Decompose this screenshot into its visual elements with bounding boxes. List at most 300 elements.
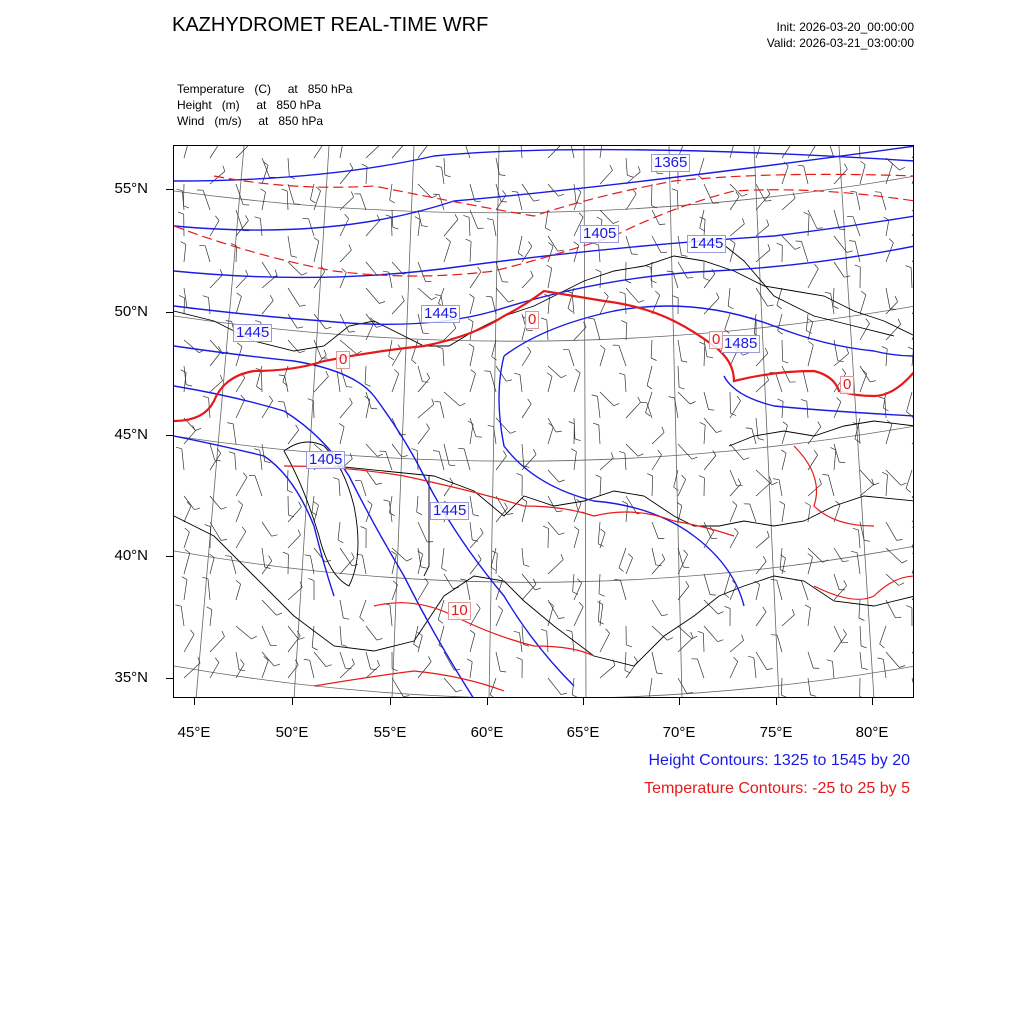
wind-barb [439, 451, 444, 470]
wind-barb-feather [352, 553, 355, 558]
wind-barb [340, 146, 343, 158]
lon-tick [487, 698, 488, 705]
wind-barb-feather [902, 560, 907, 563]
wind-barb [466, 580, 470, 600]
wind-barb [288, 636, 300, 652]
wind-barb [548, 146, 560, 158]
wind-barb-feather [878, 658, 884, 659]
wind-barb-feather [254, 449, 260, 451]
field-wind: Wind (m/s) at 850 hPa [177, 114, 324, 128]
wind-barb-feather [509, 300, 515, 302]
wind-barb-feather [844, 580, 847, 585]
wind-barb [184, 532, 189, 548]
wind-barb-feather [783, 361, 789, 363]
wind-barb-feather [622, 501, 627, 504]
wind-barb [808, 678, 810, 695]
wind-barb [418, 662, 431, 678]
wind-barb [912, 222, 914, 236]
wind-barb [860, 374, 867, 392]
wind-barb [312, 626, 314, 647]
wind-barb [418, 583, 428, 600]
wind-barb-feather [445, 175, 451, 177]
wind-barb [418, 146, 430, 158]
wind-barb-feather [514, 631, 520, 632]
wind-barb [366, 167, 367, 184]
wind-barb-feather [384, 500, 390, 501]
wind-barb [442, 548, 444, 568]
wind-barb-feather [326, 665, 332, 667]
wind-barb [598, 600, 600, 622]
wind-barb-feather [389, 357, 394, 360]
wind-barb-feather [579, 213, 583, 217]
wind-barb-feather [275, 270, 277, 276]
wind-barb-feather [619, 373, 625, 375]
wind-barb-feather [781, 695, 787, 697]
wind-barb [780, 548, 782, 570]
wind-barb [340, 548, 352, 566]
wind-barb [288, 507, 301, 522]
wind-barb-feather [763, 607, 766, 612]
wind-barb-feather [613, 221, 619, 223]
height-contour-label: 1445 [430, 502, 469, 520]
wind-barb [340, 427, 344, 444]
wind-barb [360, 600, 366, 617]
wind-barb [392, 349, 402, 366]
wind-barb-feather [639, 300, 645, 302]
wind-barb-feather [684, 550, 688, 554]
wind-barb [678, 392, 690, 404]
wind-barb-feather [731, 413, 737, 415]
wind-barb-feather [279, 375, 285, 376]
wind-barb [860, 366, 870, 382]
wind-barb [730, 585, 737, 600]
wind-barb-feather [488, 425, 494, 426]
wind-barb-feather [638, 166, 640, 172]
wind-barb-feather [895, 296, 898, 302]
wind-barb-feather [269, 396, 273, 401]
wind-barb [548, 246, 553, 262]
wind-barb-feather [274, 664, 280, 666]
wind-barb-feather [310, 200, 315, 203]
wind-barb [262, 561, 272, 574]
wind-barb [885, 399, 886, 418]
wind-barb [236, 532, 246, 549]
wind-barb-feather [471, 370, 476, 374]
wind-barb-feather [186, 385, 192, 387]
wind-barb [704, 626, 718, 642]
height-contour-note: Height Contours: 1325 to 1545 by 20 [648, 752, 910, 769]
wind-barb-feather [592, 395, 598, 397]
wind-barb [340, 403, 352, 418]
wind-barb [287, 191, 288, 210]
wind-barb [184, 580, 187, 600]
wind-barb-feather [265, 567, 271, 568]
lon-tick [776, 698, 777, 705]
wind-barb [808, 322, 813, 340]
wind-barb [414, 626, 418, 644]
wind-barb [704, 418, 716, 433]
wind-barb-feather [850, 191, 856, 192]
wind-barb-feather [246, 270, 249, 275]
wind-barb [262, 158, 270, 177]
wind-barb [600, 392, 614, 406]
wind-barb-feather [657, 673, 663, 674]
wind-barb-feather [528, 241, 532, 246]
wind-barb-feather [338, 540, 343, 543]
wind-barb-feather [527, 330, 533, 331]
wind-barb [704, 184, 713, 203]
wind-barb-feather [593, 243, 599, 245]
wind-barb-feather [847, 251, 853, 253]
wind-barb-feather [638, 454, 644, 456]
wind-barb [262, 660, 268, 678]
wind-barb [802, 241, 809, 262]
wind-barb-feather [257, 386, 262, 390]
wind-barb-feather [517, 473, 523, 475]
wind-barb [184, 506, 191, 522]
wind-barb-feather [842, 369, 846, 374]
wind-barb [309, 219, 314, 236]
wind-barb [310, 660, 314, 678]
wind-barb-feather [667, 638, 672, 641]
wind-barb [548, 376, 552, 392]
wind-barb [834, 574, 839, 590]
wind-barb [548, 366, 561, 378]
border-south [174, 516, 914, 666]
wind-barb-feather [593, 423, 599, 425]
wind-barb-feather [571, 449, 576, 452]
wind-barb [912, 247, 914, 262]
wind-barb-feather [556, 431, 562, 432]
wind-barb-feather [610, 165, 613, 170]
wind-barb [652, 600, 662, 616]
wind-barb-feather [598, 622, 603, 625]
wind-barb [284, 402, 288, 418]
wind-barb-feather [561, 375, 566, 378]
height-contour [174, 346, 574, 686]
wind-barb [754, 658, 756, 678]
wind-barb-feather [215, 658, 219, 663]
wind-barb [886, 302, 898, 314]
wind-barb [338, 522, 340, 540]
lon-label-65: 65°E [566, 724, 600, 741]
wind-barb [912, 165, 914, 184]
wind-barb [859, 530, 860, 548]
wind-barb [418, 378, 430, 392]
wind-barb-feather [390, 200, 395, 203]
wind-barb [886, 652, 899, 668]
wind-barb-feather [185, 549, 190, 553]
wind-barb-feather [669, 397, 675, 398]
wind-barb-feather [425, 578, 429, 583]
wind-barb-feather [707, 357, 713, 358]
wind-barb-feather [673, 296, 679, 298]
wind-barb-feather [862, 668, 868, 670]
wind-barb-feather [842, 642, 848, 643]
wind-barb-feather [298, 530, 301, 536]
wind-barb [210, 351, 221, 366]
wind-barb [444, 652, 454, 670]
wind-barb [547, 631, 548, 652]
wind-barb [470, 322, 473, 340]
wind-barb [912, 323, 914, 340]
wind-barb [652, 548, 656, 565]
wind-barb-feather [771, 635, 777, 636]
height-contour-label: 1485 [721, 335, 760, 353]
height-contour [174, 146, 914, 230]
wind-barb-feather [433, 451, 439, 452]
wind-barb-feather [699, 342, 705, 344]
wind-barb-feather [393, 227, 399, 229]
wind-barb [339, 479, 340, 496]
wind-barb [728, 288, 730, 306]
wind-barb-feather [333, 478, 339, 480]
wind-barb-feather [882, 472, 887, 475]
wind-barb-feather [203, 296, 209, 298]
wind-barb [652, 652, 657, 673]
wind-barb-feather [569, 422, 575, 424]
wind-barb-feather [505, 503, 508, 508]
wind-barb-feather [837, 398, 841, 402]
wind-barb [366, 626, 377, 640]
wind-barb [418, 366, 422, 382]
wind-barb [236, 505, 243, 522]
wind-barb [777, 580, 782, 600]
wind-barb-feather [730, 240, 735, 244]
wind-barb-feather [543, 526, 549, 528]
wind-barb-feather [619, 292, 625, 294]
wind-barb [652, 560, 665, 575]
wind-barb-feather [724, 594, 729, 598]
wind-barb [470, 560, 481, 574]
wind-barb-feather [407, 558, 412, 561]
graticule-lon-60 [489, 146, 499, 698]
wind-barb [886, 324, 901, 340]
wind-barb [470, 184, 475, 201]
wind-barb-feather [725, 606, 731, 608]
wind-barb-feather [742, 218, 744, 224]
wind-barb [470, 373, 476, 392]
wind-barb-feather [559, 533, 565, 535]
wind-barb-feather [681, 255, 687, 256]
wind-barb [782, 504, 785, 522]
wind-barb [704, 425, 705, 444]
lat-tick [166, 678, 173, 679]
wind-barb-feather [499, 175, 505, 176]
wind-barb [548, 496, 557, 512]
wind-barb [620, 580, 626, 600]
wind-barb [210, 527, 211, 548]
wind-barb [439, 195, 444, 211]
lat-tick [166, 435, 173, 436]
wind-barb [808, 345, 813, 366]
wind-barb-feather [814, 264, 818, 269]
wind-barb-feather [255, 217, 261, 219]
wind-barb [906, 470, 912, 489]
wind-barb-feather [243, 473, 247, 478]
wind-barb [756, 380, 769, 392]
temperature-contour-label: 0 [336, 351, 350, 369]
wind-barb [594, 319, 600, 340]
wind-barb-feather [777, 305, 782, 309]
wind-barb-feather [574, 242, 579, 246]
wind-barb-feather [287, 490, 293, 492]
wind-barb-feather [305, 555, 311, 556]
init-time: Init: 2026-03-20_00:00:00 [776, 20, 914, 34]
temperature-contour-label: 0 [840, 376, 854, 394]
wind-barb-feather [895, 617, 901, 618]
wind-barb-feather [682, 475, 686, 479]
wind-barb-feather [604, 292, 608, 296]
wind-barb [205, 246, 210, 262]
wind-barb [912, 557, 914, 574]
wind-barb [808, 215, 809, 236]
wind-barb-feather [534, 200, 540, 201]
wind-barb-feather [535, 588, 541, 590]
wind-barb-feather [851, 551, 857, 552]
wind-barb [730, 484, 741, 496]
wind-barb [782, 198, 795, 210]
wind-barb [210, 146, 220, 158]
wind-barb-feather [487, 219, 493, 220]
wind-barb [704, 298, 719, 314]
lat-label-40: 40°N [114, 547, 148, 564]
wind-barb [287, 470, 288, 490]
temperature-contour-label: 0 [709, 331, 723, 349]
wind-barb [776, 373, 783, 392]
wind-barb-feather [220, 375, 222, 381]
wind-barb-feather [855, 265, 861, 267]
wind-barb [496, 610, 503, 626]
wind-barb [730, 224, 744, 236]
wind-barb [782, 366, 790, 382]
wind-barb-feather [742, 194, 748, 196]
wind-barb [496, 652, 500, 671]
wind-barb [599, 425, 600, 444]
wind-barb-feather [734, 528, 738, 533]
wind-barb [677, 191, 678, 210]
wind-barb [834, 626, 842, 643]
wind-barb [599, 245, 600, 262]
temperature-contour-10b [374, 603, 594, 656]
wind-barb-feather [179, 295, 185, 297]
wind-barb [619, 345, 626, 366]
wind-barb-feather [349, 332, 355, 333]
wind-barb [314, 241, 319, 262]
wind-barb-feather [278, 401, 284, 402]
wind-barb-feather [245, 215, 248, 220]
height-contour-label: 1365 [651, 154, 690, 172]
wind-barb [236, 184, 243, 205]
wind-barb-feather [638, 397, 641, 402]
wind-barb-feather [314, 502, 319, 506]
wind-barb-feather [767, 220, 769, 226]
wind-barb [808, 269, 818, 288]
wind-barb-feather [299, 502, 302, 507]
wind-barb [210, 637, 225, 652]
wind-barb [886, 349, 887, 366]
wind-barb-feather [177, 189, 183, 191]
temperature-contour-note: Temperature Contours: -25 to 25 by 5 [644, 780, 910, 797]
wind-barb-feather [709, 410, 715, 411]
wind-barb-feather [524, 565, 530, 567]
wind-barb [418, 429, 430, 444]
wind-barb-feather [611, 453, 613, 459]
wind-barb-feather [662, 427, 664, 433]
wind-barb-feather [817, 228, 823, 229]
wind-barb-feather [899, 583, 904, 586]
wind-barb [626, 194, 636, 210]
wind-barb-feather [781, 450, 786, 453]
wind-barb-feather [906, 606, 912, 608]
wind-barb [907, 392, 913, 412]
wind-barb-feather [221, 507, 227, 509]
wind-barb-feather [806, 331, 811, 334]
wind-barb [261, 370, 262, 392]
wind-barb-feather [435, 295, 441, 296]
wind-barb-feather [283, 552, 289, 554]
wind-barb-feather [672, 189, 678, 191]
wind-barb-feather [798, 165, 804, 166]
wind-barb [704, 456, 716, 470]
wind-barb-feather [223, 166, 225, 172]
wind-barb [860, 295, 866, 314]
wind-barb-feather [674, 487, 679, 491]
wind-barb-feather [215, 216, 219, 221]
wind-barb [522, 246, 532, 262]
wind-barb-feather [512, 191, 518, 192]
wind-barb [360, 194, 366, 210]
wind-barb [569, 350, 574, 366]
wind-barb [600, 146, 603, 158]
wind-barb [236, 664, 244, 678]
wind-barb [652, 432, 664, 444]
wind-barb-feather [222, 631, 225, 637]
wind-barb [444, 444, 449, 465]
wind-barb-feather [265, 461, 271, 462]
wind-barb-feather [561, 554, 563, 560]
wind-barb-feather [599, 594, 605, 597]
wind-barb [834, 402, 841, 418]
wind-barb [598, 396, 601, 418]
wind-barb [444, 242, 451, 262]
wind-barb [678, 678, 687, 693]
wind-barb-feather [801, 400, 807, 402]
wind-barb-feather [738, 479, 741, 484]
wind-barb-feather [299, 638, 305, 640]
wind-barb-feather [178, 212, 184, 214]
wind-barb [418, 288, 431, 300]
wind-barb [210, 275, 223, 288]
wind-barb-feather [478, 554, 481, 559]
wind-barb [288, 158, 289, 177]
wind-barb [389, 340, 392, 357]
wind-barb [697, 659, 704, 678]
valid-time: Valid: 2026-03-21_03:00:00 [766, 36, 914, 50]
wind-barb [260, 218, 262, 236]
wind-barb [626, 444, 638, 456]
graticule [174, 146, 914, 698]
wind-barb-feather [682, 361, 688, 362]
wind-barb-feather [901, 483, 907, 485]
wind-barb-feather [176, 447, 182, 449]
wind-barb-feather [199, 245, 205, 246]
wind-barb-feather [207, 607, 212, 610]
wind-barb [808, 652, 813, 668]
wind-barb-feather [437, 347, 443, 349]
wind-barb [619, 548, 626, 568]
wind-barb [314, 652, 326, 667]
